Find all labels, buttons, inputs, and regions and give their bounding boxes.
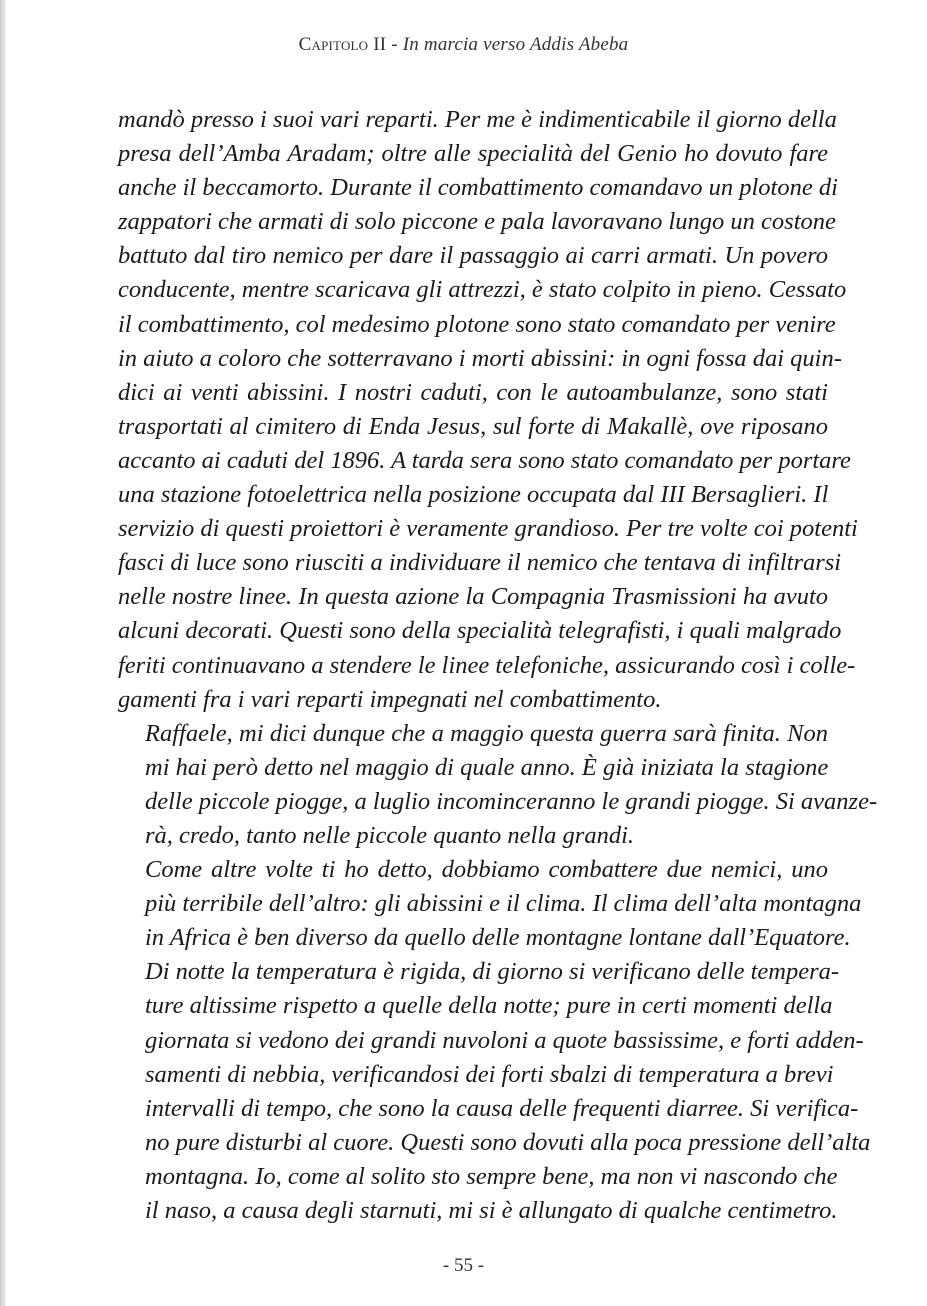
body-text [118,103,878,1228]
text-line: il naso, a causa degli starnuti, mi si è allungato di qualche centimetro. [145,1197,838,1224]
text-line: una stazione fotoelettrica nella posizione occupata dal III Bersaglieri. Il [118,481,829,509]
text-line: accanto ai caduti del 1896. A tarda sera sono stato comandato per portare [118,446,851,474]
text-line: presa dell’Amba Aradam; oltre alle specialità del Genio ho dovuto fare [118,140,828,168]
text-line: in Africa è ben diverso da quello delle montagne lontane dall’Equatore. [145,924,851,952]
text-line: alcuni decorati. Questi sono della specialità telegrafisti, i quali malgrado [118,617,842,645]
header-separator: - [386,34,403,55]
text-line: trasportati al cimitero di Enda Jesus, sul forte di Makallè, ove riposano [118,412,828,440]
text-line: delle piccole piogge, a luglio incominceranno le grandi piogge. Si avanze- [145,787,878,815]
text-line: mi hai però detto nel maggio di quale anno. È già iniziata la stagione [145,753,829,781]
text-line: giornata si vedono dei grandi nuvoloni a quote bassissime, e forti adden- [145,1026,864,1054]
text-line: Raffaele, mi dici dunque che a maggio questa guerra sarà finita. Non [145,719,828,747]
text-line: no pure disturbi al cuore. Questi sono dovuti alla poca pressione dell’alta [145,1128,871,1156]
text-line: battuto dal tiro nemico per dare il passaggio ai carri armati. Un povero [118,242,828,270]
text-line: nelle nostre linee. In questa azione la Compagnia Trasmissioni ha avuto [118,583,828,611]
text-line: feriti continuavano a stendere le linee telefoniche, assicurando così i colle- [118,651,856,679]
chapter-title: In marcia verso Addis Abeba [402,34,629,55]
text-line: in aiuto a coloro che sotterravano i morti abissini: in ogni fossa dai quin- [118,344,842,372]
text-line: montagna. Io, come al solito sto sempre bene, ma non vi nascondo che [145,1162,838,1190]
text-line: dici ai venti abissini. I nostri caduti, con le autoambulanze, sono stati [118,378,828,406]
text-line: più terribile dell’altro: gli abissini e il clima. Il clima dell’alta montagna [145,890,862,918]
text-line: samenti di nebbia, verificandosi dei forti sbalzi di temperatura a brevi [145,1060,834,1088]
text-line: intervalli di tempo, che sono la causa delle frequenti diarree. Si verifica- [145,1094,859,1122]
chapter-label: Capitolo II [298,34,387,55]
text-line: zappatori che armati di solo piccone e pala lavoravano lungo un costone [118,208,836,236]
text-line: rà, credo, tanto nelle piccole quanto nella grandi. [145,821,635,849]
text-line: Come altre volte ti ho detto, dobbiamo combattere due nemici, uno [145,856,828,884]
text-line: mandò presso i suoi vari reparti. Per me è indimenticabile il giorno della [118,106,837,133]
text-line: fasci di luce sono riusciti a individuare il nemico che tentava di infiltrarsi [118,549,842,577]
text-line: il combattimento, col medesimo plotone sono stato comandato per venire [118,310,836,338]
text-line: ture altissime rispetto a quelle della notte; pure in certi momenti della [145,992,833,1020]
page-number: - 55 - [442,1255,485,1276]
text-line: Di notte la temperatura è rigida, di giorno si verificano delle tempera- [145,958,840,986]
page-edge-shadow [0,0,6,1306]
text-line: anche il beccamorto. Durante il combattimento comandavo un plotone di [118,174,838,202]
paragraph [118,103,858,717]
paragraph [118,853,871,1228]
paragraph [118,717,878,853]
text-line: gamenti fra i vari reparti impegnati nel combattimento. [118,685,662,713]
text-line: servizio di questi proiettori è veramente grandioso. Per tre volte coi potenti [118,515,858,543]
running-header [0,34,927,56]
text-line: conducente, mentre scaricava gli attrezzi, è stato colpito in pieno. Cessato [118,276,847,304]
